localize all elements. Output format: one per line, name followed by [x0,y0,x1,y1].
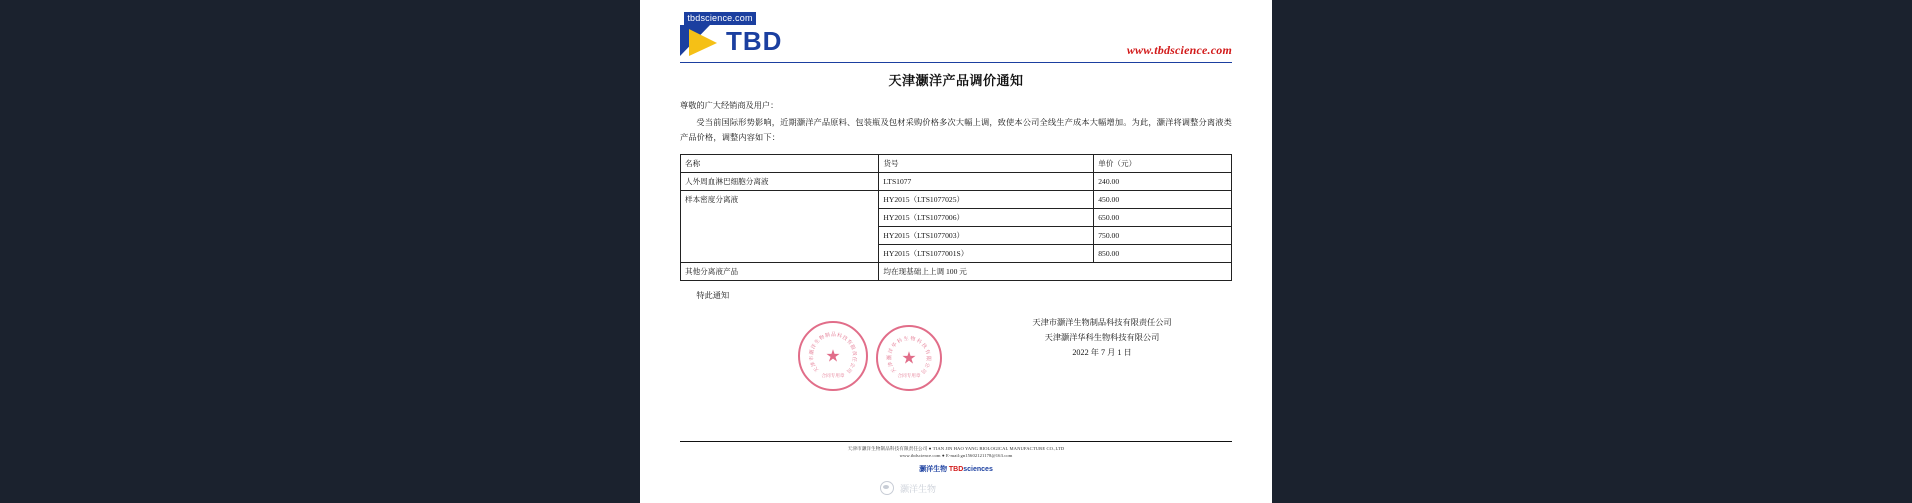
cell-name: 人外周血淋巴细胞分离液 [681,173,879,191]
company-name-secondary: 天津灏洋华科生物科技有限公司 [1044,333,1160,342]
logo-badge-text: tbdscience.com [684,12,756,25]
letterhead-divider [680,62,1232,63]
table-header-code: 货号 [879,155,1094,173]
cell-price: 850.00 [1094,245,1232,263]
company-logo [680,12,800,56]
cell-price: 650.00 [1094,209,1232,227]
company-seal-secondary-icon [876,325,942,391]
cell-code: 均在现基础上上调 100 元 [879,263,1232,281]
logo-wordmark: TBD [726,26,783,56]
footer-divider [680,441,1232,442]
letterhead-website: www.tbdscience.com [1126,43,1232,57]
footer-brand-cn: 灏洋生物 [919,465,948,473]
cell-code: HY2015（LTS1077006） [879,209,1094,227]
seal-ring-text: 天 津 市 灏 洋 生 物 制 品 科 技 有 限 责 任 公 司 [809,333,857,374]
table-row [681,263,1232,281]
seal-bottom-text: 合同专用章 [821,373,845,378]
salutation: 尊敬的广大经销商及用户： [680,101,779,110]
seal-star-icon: ★ [825,346,841,366]
cell-code: HY2015（LTS1077001S） [879,245,1094,263]
footer-line-2: www.tbdscience.com ● E-mail:gn15602121178@163.com [899,453,1013,458]
letterhead [680,10,1232,62]
page-footer [680,441,1232,475]
footer-brand-en-main: TBD [948,466,964,473]
account-bar[interactable] [880,481,936,495]
document-body [680,98,1232,385]
table-header-price: 单价（元） [1094,155,1232,173]
signature-date: 2022 年 7 月 1 日 [1072,348,1132,357]
logo-mark-icon [680,25,726,56]
company-name-primary: 天津市灏洋生物制品科技有限责任公司 [1032,318,1172,327]
footer-brand-en [949,466,993,473]
table-header-row [681,155,1232,173]
company-seal-icon [798,321,868,391]
table-header-name: 名称 [681,155,879,173]
table-row [681,173,1232,191]
cell-price: 240.00 [1094,173,1232,191]
table-row [681,191,1232,209]
cell-code: HY2015（LTS1077025） [879,191,1094,209]
signature-lines [972,315,1232,360]
footer-line-1: 天津市灏洋生物制品科技有限责任公司 ● TIAN JIN HAO YANG BIOLOGICAL MANUFACTURE CO.,LTD [847,446,1065,451]
cell-price: 750.00 [1094,227,1232,245]
account-name: 灏洋生物 [900,483,937,494]
wechat-icon [880,481,894,495]
cell-code: HY2015（LTS1077003） [879,227,1094,245]
seal-bottom-text: 合同专用章 [897,373,921,378]
footer-brand-en-sub: sciences [963,466,993,473]
cell-code: LTS1077 [879,173,1094,191]
footer-brand [680,464,1232,475]
cell-name: 样本密度分离液 [681,191,879,263]
closing-text: 特此通知 [696,291,730,300]
document-page [640,0,1272,503]
seal-star-icon: ★ [901,348,917,368]
cell-price: 450.00 [1094,191,1232,209]
body-paragraph: 受当前国际形势影响，近期灏洋产品原料、包装瓶及包材采购价格多次大幅上调，致使本公司全线生产成本大幅增加。为此，灏洋将调整分离液类产品价格，调整内容如下： [680,118,1232,142]
signature-block [680,315,1232,385]
seal-ring-text: 天 津 灏 洋 华 科 生 物 科 技 有 限 公 司 [888,336,930,374]
document-title: 天津灏洋产品调价通知 [888,73,1024,88]
cell-name: 其他分离液产品 [681,263,879,281]
price-table [680,154,1232,281]
